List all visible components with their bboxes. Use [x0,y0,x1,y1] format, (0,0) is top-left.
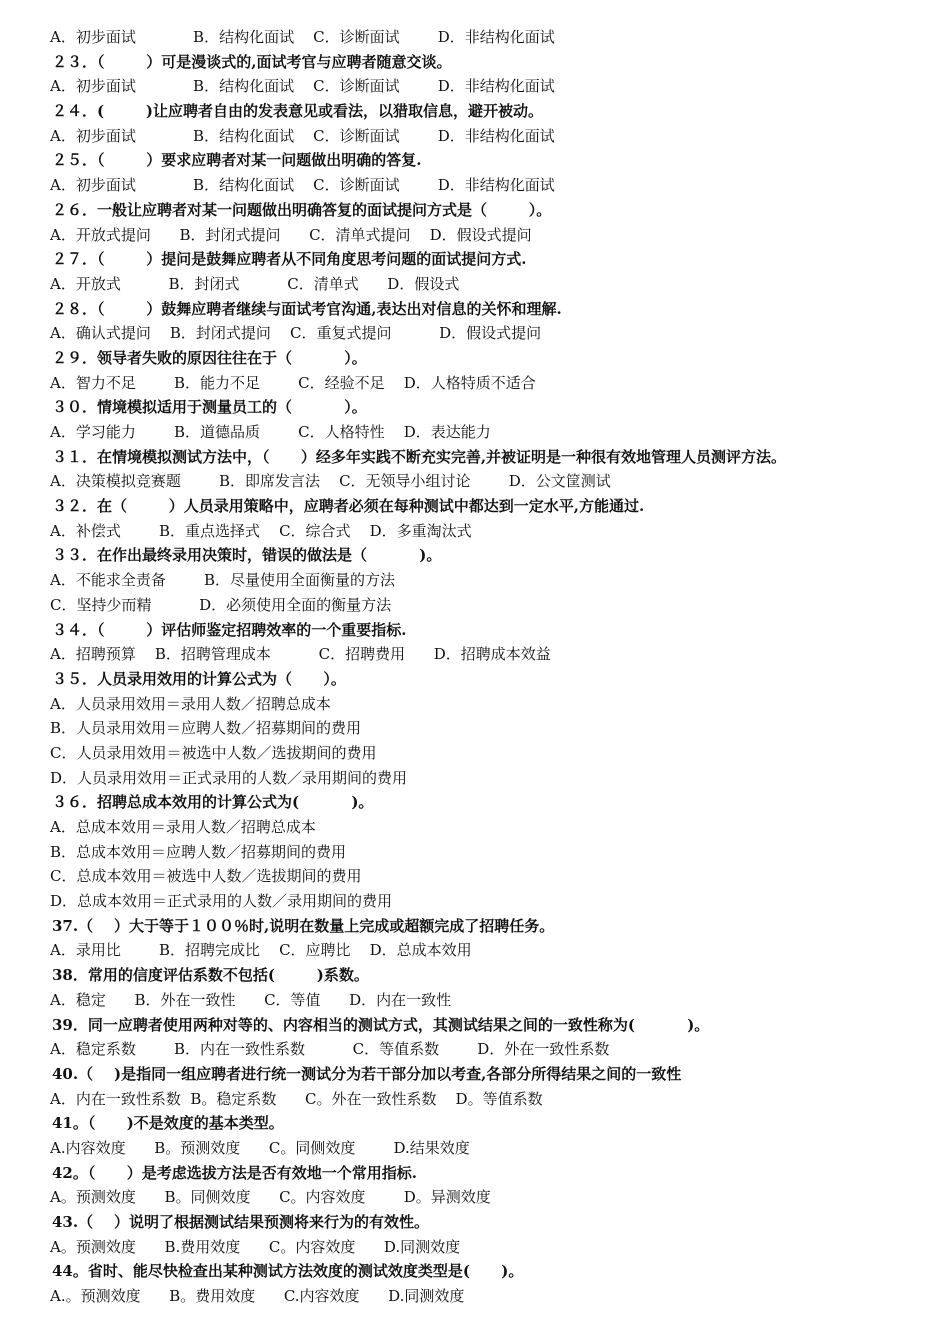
question-line: 39．同一应聘者使用两种对等的、内容相当的测试方式，其测试结果之间的一致性称为( )。 [52,1015,710,1034]
option-line: A．智力不足 B．能力不足 C．经验不足 D．人格特质不适合 [50,373,536,392]
option-line: A．稳定 B．外在一致性 C．等值 D．内在一致性 [50,990,452,1009]
question-line: ３４．（ ）评估师鉴定招聘效率的一个重要指标. [52,620,407,639]
question-line: ３３．在作出最终录用决策时，错误的做法是（ )。 [52,546,442,565]
question-line: 38．常用的信度评估系数不包括( )系数。 [52,966,369,985]
question-line: ３０．情境模拟适用于测量员工的（ ）。 [52,398,367,417]
question-line: 43.（ ）说明了根据测试结果预测将来行为的有效性。 [52,1213,429,1231]
option-line: A．内在一致性系数 B。稳定系数 C。外在一致性系数 D。等值系数 [50,1089,543,1108]
question-line: ３６．招聘总成本效用的计算公式为( )。 [52,793,374,812]
option-line: D．总成本效用＝正式录用的人数／录用期间的费用 [50,892,393,911]
option-line: D．人员录用效用＝正式录用的人数／录用期间的费用 [50,768,408,787]
option-line: A.。预测效度 B。费用效度 C.内容效度 D.同测效度 [50,1287,465,1306]
question-line: 37.（ ）大于等于１００％时,说明在数量上完成或超额完成了招聘任务。 [52,916,555,935]
option-line: B．总成本效用＝应聘人数／招募期间的费用 [50,842,347,861]
question-line: ２３．（ ）可是漫谈式的,面试考官与应聘者随意交谈。 [52,52,452,71]
option-line: C．坚持少而精 D．必须使用全面的衡量方法 [50,595,392,614]
option-line: A．开放式 B．封闭式 C．清单式 D．假设式 [50,274,460,293]
option-line: B．人员录用效用＝应聘人数／招募期间的费用 [50,719,362,738]
option-line: A．稳定系数 B．内在一致性系数 C．等值系数 D．外在一致性系数 [50,1040,610,1059]
option-line: A。预测效度 B。同侧效度 C。内容效度 D。异测效度 [50,1188,491,1207]
option-line: A．学习能力 B．道德品质 C．人格特性 D．表达能力 [50,423,491,441]
option-line: A．确认式提问 B．封闭式提问 C．重复式提问 D．假设式提问 [50,324,542,343]
question-line: ２４．( )让应聘者自由的发表意见或看法，以猎取信息，避开被动。 [52,102,543,121]
option-line: A．初步面试 B．结构化面试 C．诊断面试 D．非结构化面试 [50,28,555,46]
option-line: A。预测效度 B.费用效度 C。内容效度 D.同测效度 [50,1237,461,1256]
option-line: A．初步面试 B．结构化面试 C．诊断面试 D．非结构化面试 [50,77,555,96]
option-line: A．补偿式 B．重点选择式 C．综合式 D．多重淘汰式 [50,521,472,540]
option-line: C．人员录用效用＝被选中人数／选拔期间的费用 [50,743,377,762]
option-line: A．人员录用效用＝录用人数／招聘总成本 [50,694,331,713]
question-line: 40.（ )是指同一组应聘者进行统一测试分为若干部分加以考查,各部分所得结果之间的一致性 [52,1064,682,1083]
option-line: A.内容效度 B。预测效度 C。同侧效度 D.结果效度 [50,1138,470,1157]
question-line: ３１．在情境模拟测试方法中，（ ）经多年实践不断充实完善,并被证明是一种很有效地管理人员测评方法。 [52,447,787,466]
question-line: 41。（ )不是效度的基本类型。 [52,1114,284,1133]
question-line: ２８．（ ）鼓舞应聘者继续与面试考官沟通,表达出对信息的关怀和理解. [52,299,562,318]
question-line: ３５．人员录用效用的计算公式为（ ）。 [52,669,346,688]
option-line: A．初步面试 B．结构化面试 C．诊断面试 D．非结构化面试 [50,176,555,195]
document-body [50,25,930,1309]
question-line: ２７．（ ）提问是鼓舞应聘者从不同角度思考问题的面试提问方式. [52,250,527,269]
option-line: A．总成本效用＝录用人数／招聘总成本 [50,818,316,836]
option-line: A．初步面试 B．结构化面试 C．诊断面试 D．非结构化面试 [50,126,555,145]
option-line: A．录用比 B．招聘完成比 C．应聘比 D．总成本效用 [50,941,472,960]
option-line: A．不能求全责备 B．尽量使用全面衡量的方法 [50,571,396,590]
question-line: ２５．（ ）要求应聘者对某一问题做出明确的答复. [52,151,422,170]
question-line: ２９．领导者失败的原因往往在于（ ）。 [52,348,367,367]
question-line: 44。省时、能尽快检查出某种测试方法效度的测试效度类型是( )。 [52,1262,524,1281]
question-line: ２６．一般让应聘者对某一问题做出明确答复的面试提问方式是（ ）。 [52,200,552,219]
option-line: A．开放式提问 B．封闭式提问 C．清单式提问 D．假设式提问 [50,225,532,244]
question-line: 42。（ ）是考虑选拔方法是否有效地一个常用指标. [52,1163,417,1182]
question-line: ３２．在（ ）人员录用策略中，应聘者必须在每种测试中都达到一定水平,方能通过. [52,497,645,516]
option-line: C．总成本效用＝被选中人数／选拔期间的费用 [50,867,362,886]
option-line: A．决策模拟竞赛题 B．即席发言法 C．无领导小组讨论 D．公文筐测试 [50,472,611,491]
option-line: A．招聘预算 B．招聘管理成本 C．招聘费用 D．招聘成本效益 [50,645,551,664]
